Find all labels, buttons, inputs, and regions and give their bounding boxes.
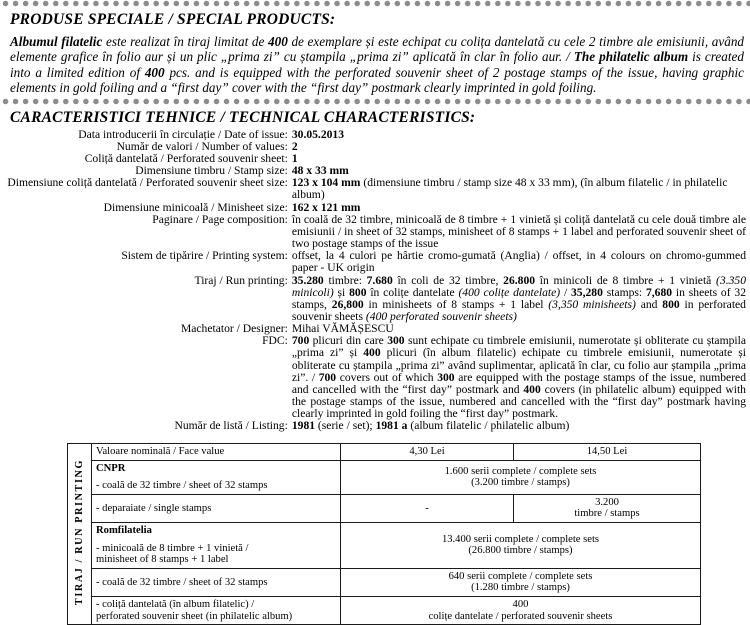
listing-text-1: (serie / set);: [315, 419, 376, 433]
run-colite-ro: (400 colițe dantelate): [458, 285, 561, 299]
cnpr-single-col-a: -: [341, 494, 514, 522]
table-row-cnpr-single: [68, 494, 701, 522]
intro-body-2: de exemplare și este echipat cu colița dantelată cu cele 2 timbre ale emisiunii, având elemente grafice în folio aur și un plic „prima zi” cu ștampila „prima zi” aplicată în clar în folio aur. /: [10, 34, 745, 65]
romfilatelia-souvenir-value: [341, 596, 701, 624]
listing-text-2: (album filatelic / philatelic album): [407, 419, 570, 433]
run-text-4: și: [333, 285, 350, 299]
spec-label: Sistem de tipărire / Printing system:: [121, 249, 288, 263]
spec-row-run-printing: [0, 275, 750, 324]
intro-lead-ro: Albumul filatelic: [10, 34, 103, 49]
spec-value-bold: 48 x 33 mm: [291, 164, 349, 178]
romfilatelia-brand: Romfilatelia: [96, 524, 152, 536]
run-sheets-en: 7,680: [645, 285, 673, 299]
dotted-separator-top: [0, 0, 750, 7]
fdc-total-ro: 700: [291, 334, 310, 348]
fdc-400-en: 400: [523, 382, 541, 396]
romfilatelia-minisheet-desc-line2: minisheet of 8 stamps + 1 label: [96, 554, 229, 566]
run-souvenir-en: 800: [662, 297, 680, 311]
spec-value-bold: 2: [291, 139, 298, 153]
cnpr-sheet-desc: - coală de 32 timbre / sheet of 32 stamps: [96, 480, 268, 492]
run-minicoli-ro: (3.350 minicoli): [291, 273, 746, 299]
cnpr-single-col-b-line1: 3.200: [595, 496, 619, 508]
spec-label-run-printing: Tiraj / Run printing:: [194, 273, 288, 287]
face-value-col-b: 14,50 Lei: [514, 444, 701, 461]
spec-label: Dimensiune coliță dantelată / Perforated souvenir sheet size:: [7, 176, 288, 190]
romfilatelia-souvenir-desc-line1: - coliță dantelată (în album filatelic) /: [96, 598, 255, 610]
intro-body-4: pcs. and is equipped with the perforated souvenir sheet of 2 postage stamps of the issue, having graphic elements in gold foiling and a “first day” cover with the “first day” postmark clearly imprinted in gold foiling.: [10, 64, 745, 96]
romfilatelia-minisheet-value-line1: 13.400 serii complete / complete sets: [441, 533, 600, 545]
romfilatelia-minisheet-value: [341, 522, 701, 568]
spec-value-fdc: [292, 335, 750, 420]
spec-value: [292, 153, 750, 165]
romfilatelia-sheet-value-line1: 640 serii complete / complete sets: [448, 570, 593, 582]
fdc-text-6: covers (in philatelic album) equipped with the postage stamps of the issue, numbered and cancelled with the “first day” postmark having clearly imprinted in gold foiling the “first day” postmark.: [291, 382, 746, 421]
cnpr-sheet-value: [341, 460, 701, 494]
table-row-face-value: [68, 444, 701, 461]
section-title-technical-characteristics: CARACTERISTICI TEHNICE / TECHNICAL CHARACTERISTICS:: [10, 108, 476, 126]
spec-row: [0, 214, 750, 250]
cnpr-single-col-b: [514, 494, 701, 522]
run-minisheets-en: 26,800: [331, 297, 364, 311]
run-text-1: timbre:: [323, 273, 367, 287]
run-text-3: în minicoli de 8 timbre + 1 vinietă: [535, 273, 717, 287]
intro-qty-en: 400: [144, 64, 165, 80]
rotated-header-run-printing: [68, 444, 92, 625]
fdc-text-4: covers out of which: [336, 370, 438, 384]
fdc-text-3: plicuri (în album filatelic) echipate cu timbrele emisiunii, numerotate și obliterate cu ștampila „prima zi” având suplimentar, aplicată în clar, cu folio aur ștampila „prima zi”. /: [291, 346, 746, 384]
run-sheets-ro: 7.680: [366, 273, 393, 287]
run-printing-table: [67, 443, 701, 625]
spec-row-fdc: [0, 335, 750, 420]
romfilatelia-souvenir-desc-line2: perforated souvenir sheet (in philatelic album): [96, 610, 293, 622]
spec-value-bold: 123 x 104 mm: [291, 176, 361, 190]
spec-value-rest: în coală de 32 timbre, minicoală de 8 timbre + 1 vinietă și coliță dantelată cu cele două timbre ale emisiunii / in sheet of 32 stamps, minisheet of 8 stamps + 1 label and perforated souvenir sheet of two postage stamps of the issue: [291, 212, 746, 251]
spec-value-run-printing: [292, 275, 750, 324]
run-sep: /: [560, 285, 571, 299]
run-minisheets-ro: 26.800: [503, 273, 536, 287]
run-text-7: stamps:: [602, 285, 646, 299]
romfilatelia-souvenir-label: [92, 596, 341, 624]
run-souvenir-ro: 800: [349, 285, 367, 299]
spec-value: [292, 250, 750, 274]
run-text-5: în colițe dantelate: [366, 285, 459, 299]
listing-code-album: 1981 a: [375, 419, 408, 433]
face-value-label: Valoare nominală / Face value: [92, 444, 341, 461]
spec-label-fdc: FDC:: [262, 334, 288, 348]
fdc-total-en: 700: [318, 370, 337, 384]
cnpr-single-label: - deparaiate / single stamps: [92, 494, 341, 522]
run-total-en: 35,280: [571, 285, 603, 299]
romfilatelia-minisheet-label: [92, 522, 341, 568]
run-souvenir-paren-en: (400 perforated souvenir sheets): [365, 309, 517, 323]
cnpr-sheet-label: [92, 460, 341, 494]
cnpr-sheet-value-line2: (3.200 timbre / stamps): [471, 477, 570, 489]
run-text-9: in minisheets of 8 stamps + 1 label: [363, 297, 549, 311]
technical-specifications-list: [0, 129, 750, 433]
table-row-romfilatelia-sheet: [68, 568, 701, 596]
run-total-ro: 35.280: [291, 273, 324, 287]
spec-value-designer: Mihai VĂMĂȘESCU: [291, 322, 394, 336]
spec-value-bold: 1: [291, 151, 298, 165]
fdc-text-5: are equipped with the postage stamps of the issue, numbered and cancelled with the “first day” postmark and: [291, 370, 746, 396]
spec-value-bold: 162 x 121 mm: [291, 200, 361, 214]
romfilatelia-sheet-value: [341, 568, 701, 596]
intro-qty-ro: 400: [268, 34, 288, 49]
spec-label: Data introducerii în circulație / Date of issue:: [78, 127, 288, 141]
romfilatelia-souvenir-value-line2: colițe dantelate / perforated souvenir sheets: [428, 610, 613, 622]
run-text-10: and: [635, 297, 663, 311]
spec-row: [0, 177, 750, 201]
spec-value-listing: [292, 420, 750, 432]
spec-row: [0, 250, 750, 274]
fdc-300-ro: 300: [387, 334, 405, 348]
philatelic-album-paragraph: [0, 31, 750, 98]
romfilatelia-sheet-value-line2: (1.280 timbre / stamps): [471, 582, 570, 594]
spec-label: Dimensiune minicoală / Minisheet size:: [103, 200, 288, 214]
spec-label: Paginare / Page composition:: [152, 212, 288, 226]
spec-value: [292, 214, 750, 250]
fdc-300-en: 300: [437, 370, 455, 384]
spec-value: [292, 177, 750, 201]
romfilatelia-minisheet-value-line2: (26.800 timbre / stamps): [468, 545, 573, 557]
fdc-400-ro: 400: [363, 346, 381, 360]
spec-value-bold: 30.05.2013: [291, 127, 345, 141]
spec-value: [292, 129, 750, 141]
spec-label: Dimensiune timbru / Stamp size:: [135, 164, 288, 178]
spec-label: Coliță dantelată / Perforated souvenir sheet:: [84, 151, 288, 165]
cnpr-single-col-b-line2: timbre / stamps: [574, 508, 640, 520]
run-text-2: în coli de 32 timbre,: [392, 273, 504, 287]
intro-lead-en: The philatelic album: [573, 49, 689, 65]
intro-body-1: este realizat în tiraj limitat de: [102, 34, 269, 49]
table-row-romfilatelia-minisheet: [68, 522, 701, 568]
cnpr-brand: CNPR: [96, 462, 126, 474]
dotted-separator-bottom: [0, 98, 750, 105]
spec-row: [0, 153, 750, 165]
romfilatelia-sheet-label: - coală de 32 timbre / sheet of 32 stamps: [92, 568, 341, 596]
run-printing-table-wrapper: [67, 443, 701, 625]
spec-value: [292, 141, 750, 153]
spec-row: [0, 129, 750, 141]
fdc-text-1: plicuri din care: [309, 334, 388, 348]
spec-row-listing: [0, 420, 750, 432]
spec-value-rest: (dimensiune timbru / stamp size 48 x 33 mm), (în album filatelic / in philatelic album): [291, 176, 728, 202]
fdc-text-2: sunt echipate cu timbrele emisiunii, numerotate și obliterate cu ștampila „prima zi” și: [291, 334, 746, 360]
spec-label-listing: Număr de listă / Listing:: [174, 419, 288, 433]
spec-label-designer: Machetator / Designer:: [180, 322, 288, 336]
run-text-8: in sheets of 32 stamps,: [291, 285, 746, 311]
table-row-romfilatelia-souvenir: [68, 596, 701, 624]
rotated-header-label: TIRAJ / RUN PRINTING: [73, 459, 85, 606]
run-text-11: in perforated souvenir sheets: [291, 297, 746, 323]
spec-label: Număr de valori / Number of values:: [116, 139, 288, 153]
listing-code-set: 1981: [291, 419, 316, 433]
romfilatelia-minisheet-desc-line1: - minicoală de 8 timbre + 1 vinietă /: [96, 542, 249, 554]
spec-value-rest: offset, la 4 culori pe hârtie cromo-gumată (Anglia) / offset, in 4 colours on chromo-gummed paper - UK origin: [291, 249, 746, 275]
cnpr-sheet-value-line1: 1.600 serii complete / complete sets: [444, 465, 597, 477]
face-value-col-a: 4,30 Lei: [341, 444, 514, 461]
intro-body-3: is created into a limited edition of: [10, 49, 744, 80]
run-minisheets-paren-en: (3,350 minisheets): [548, 297, 636, 311]
table-row-cnpr-sheet: [68, 460, 701, 494]
romfilatelia-souvenir-value-line1: 400: [512, 598, 529, 610]
section-title-special-products: PRODUSE SPECIALE / SPECIAL PRODUCTS:: [10, 11, 336, 28]
